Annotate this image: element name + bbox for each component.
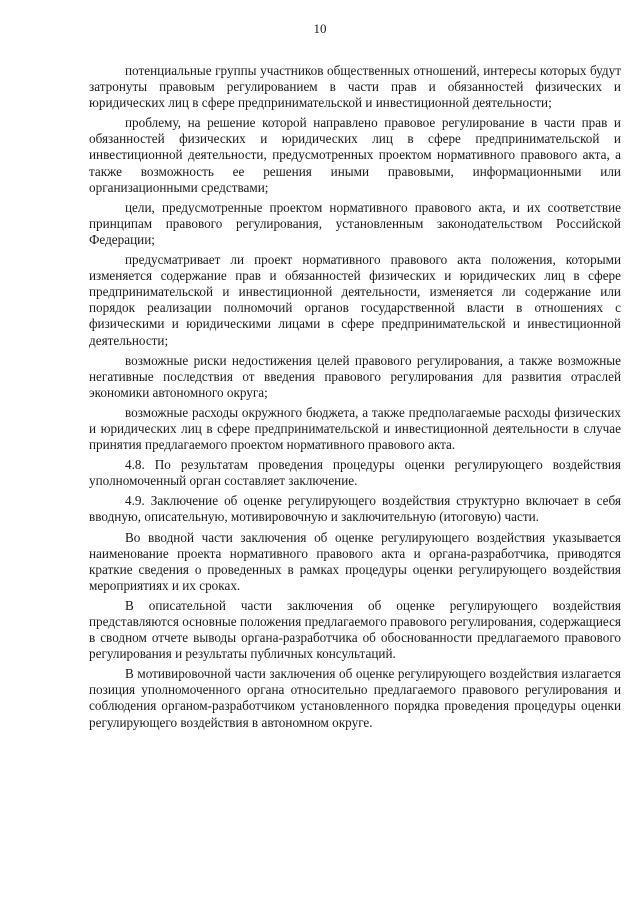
paragraph-motivational-part: В мотивировочной части заключения об оценке регулирующего воздействия излагается позиция уполномоченного органа относительно предлагаемого правового регулирования и соблюдения органом-разработчиком установленного порядка проведения процедуры оценки регулирующего воздействия в автономном округе.	[89, 666, 621, 730]
page-number: 10	[313, 21, 327, 36]
paragraph-risks: возможные риски недостижения целей правового регулирования, а также возможные негативные последствия от введения правового регулирования для развития отраслей экономики автономного округа;	[89, 352, 621, 400]
paragraph-expenses: возможные расходы окружного бюджета, а также предполагаемые расходы физических и юридических лиц в сфере предпринимательской и инвестиционной деятельности в случае принятия предлагаемого проектом нормативного правового акта.	[89, 404, 621, 453]
paragraph-provisions: предусматривает ли проект нормативного правового акта положения, которыми изменяется содержание прав и обязанностей физических и юридических лиц в сфере предпринимательской и инвестиционной деятельности, изменяется ли содержание или порядок реализации полномочий органов государственной власти в отношениях с физическими и юридическими лицами в сфере предпринимательской и инвестиционной деятельности;	[89, 252, 621, 348]
paragraph-4-8: 4.8. По результатам проведения процедуры оценки регулирующего воздействия уполномоченный орган составляет заключение.	[89, 457, 621, 489]
paragraph-goals: цели, предусмотренные проектом нормативного правового акта, и их соответствие принципам правового регулирования, установленным законодательством Российской Федерации;	[89, 199, 621, 247]
paragraph-introductory-part: Во вводной части заключения об оценке регулирующего воздействия указывается наименование проекта нормативного правового акта и органа-разработчика, приводятся краткие сведения о проведенных в рамках процедуры оценки регулирующего воздействия мероприятиях и их сроках.	[89, 529, 621, 593]
paragraph-interested-parties: потенциальные группы участников общественных отношений, интересы которых будут затронуты правовым регулированием в части прав и обязанностей физических и юридических лиц в сфере предпринимательской и инвестиционной деятельности;	[89, 63, 621, 111]
paragraph-4-9: 4.9. Заключение об оценке регулирующего воздействия структурно включает в себя вводную, описательную, мотивировочную и заключительную (итоговую) части.	[89, 493, 621, 525]
paragraph-problem: проблему, на решение которой направлено правовое регулирование в части прав и обязанностей физических и юридических лиц в сфере предпринимательской и инвестиционной деятельности, предусмотренных проектом нормативного правового акта, а также возможность ее решения иными правовыми, информационными или организационными средствами;	[89, 115, 621, 195]
document-body	[89, 63, 621, 735]
paragraph-descriptive-part: В описательной части заключения об оценке регулирующего воздействия представляются основные положения предлагаемого правового регулирования, содержащиеся в сводном отчете выводы органа-разработчика об обоснованности предлагаемого правового регулирования и результаты публичных консультаций.	[89, 597, 621, 662]
